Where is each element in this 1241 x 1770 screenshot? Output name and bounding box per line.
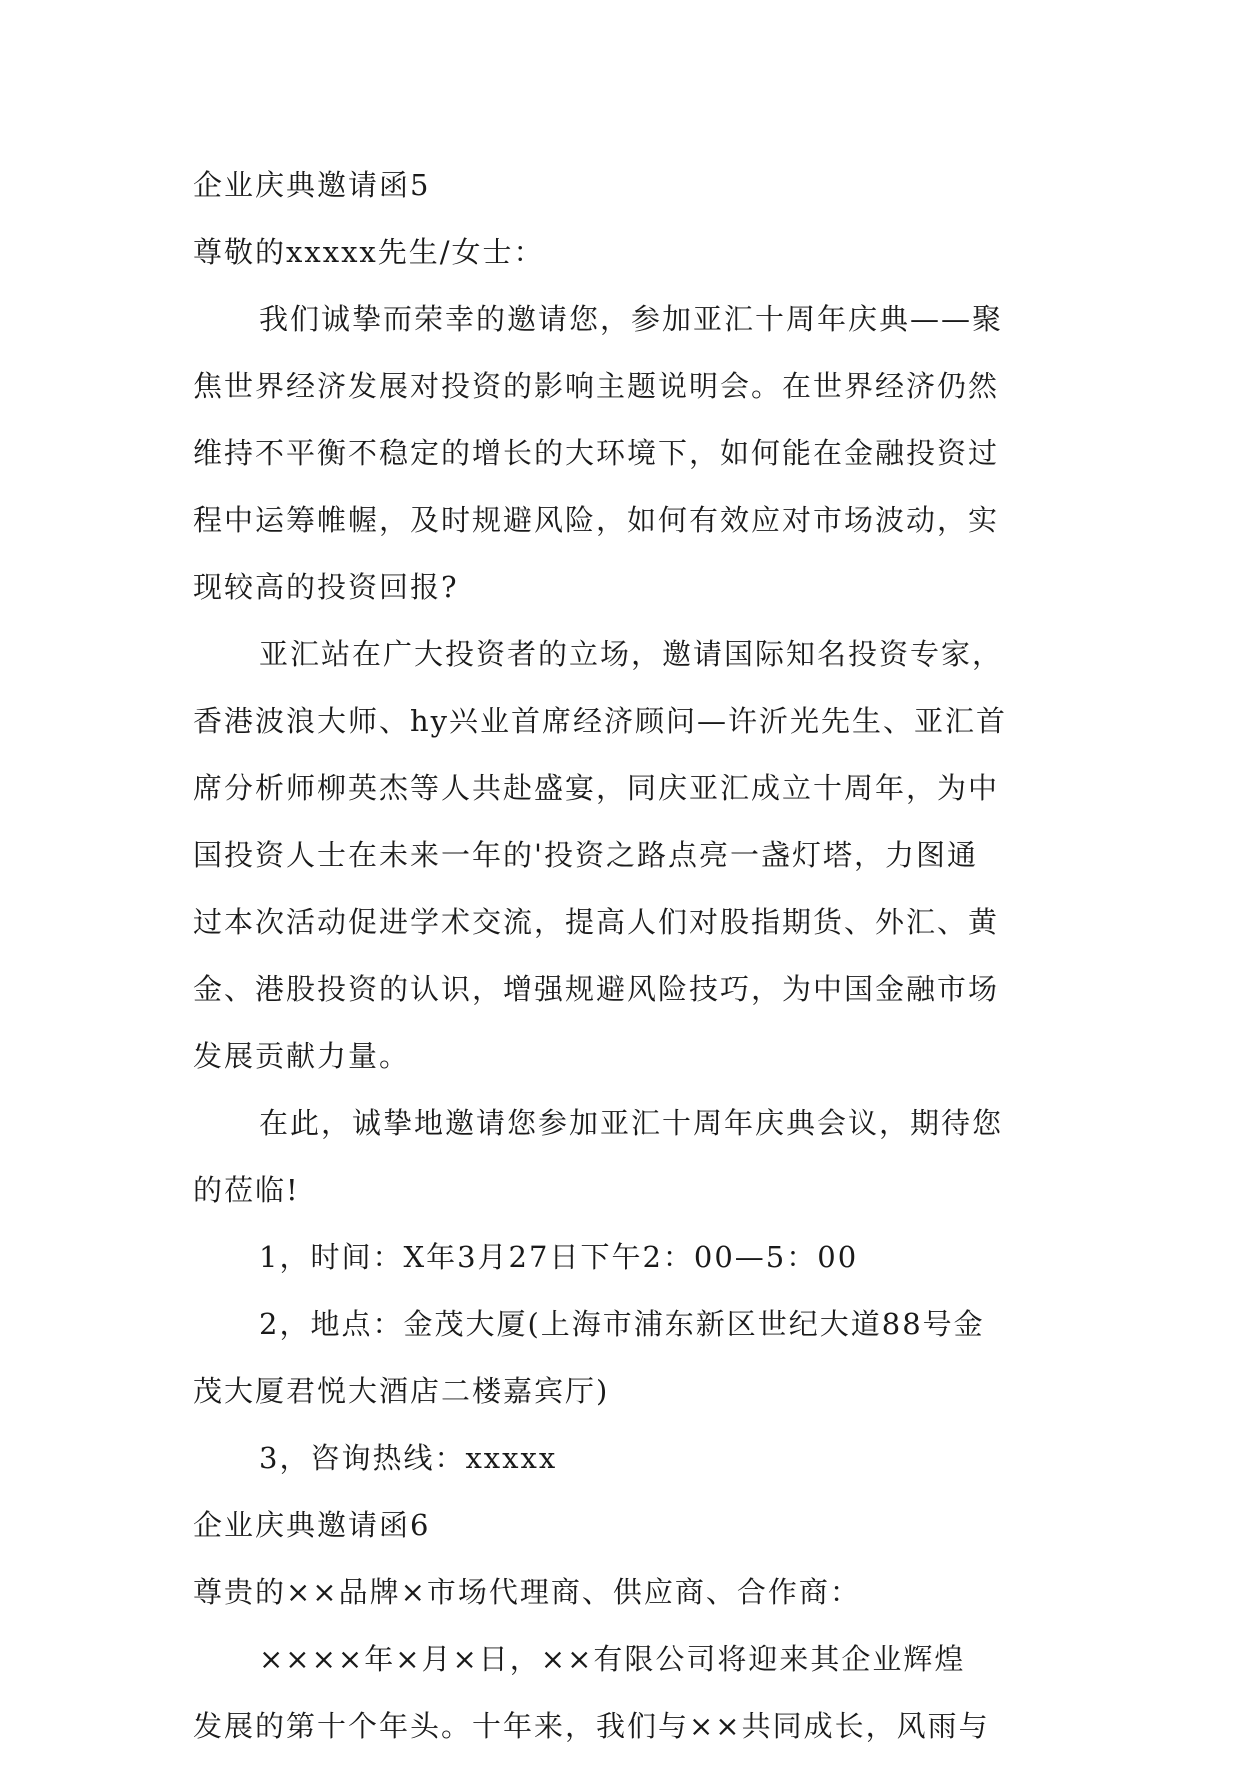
document-page (193, 162, 1073, 1770)
paragraph-line: 程中运筹帷幄，及时规避风险，如何有效应对市场波动，实 (193, 503, 1000, 537)
list-item-location-cont: 茂大厦君悦大酒店二楼嘉宾厅) (193, 1374, 610, 1408)
paragraph-line: 金、港股投资的认识，增强规避风险技巧，为中国金融市场 (193, 972, 1000, 1006)
paragraph-line: 过本次活动促进学术交流，提高人们对股指期货、外汇、黄 (193, 905, 1000, 939)
paragraph-line: 席分析师柳英杰等人共赴盛宴，同庆亚汇成立十周年，为中 (193, 771, 1000, 805)
paragraph-line: 在此，诚挚地邀请您参加亚汇十周年庆典会议，期待您 (259, 1106, 1004, 1140)
paragraph-line: 国投资人士在未来一年的'投资之路点亮一盏灯塔，力图通 (193, 838, 978, 872)
paragraph-line: 维持不平衡不稳定的增长的大环境下，如何能在金融投资过 (193, 436, 1000, 470)
paragraph-line: 的莅临! (193, 1173, 300, 1207)
paragraph-line: 焦世界经济发展对投资的影响主题说明会。在世界经济仍然 (193, 369, 1000, 403)
paragraph-line: 发展的第十个年头。十年来，我们与××共同成长，风雨与 (193, 1709, 990, 1743)
section-heading: 企业庆典邀请函5 (193, 168, 431, 202)
salutation: 尊敬的xxxxx先生/女士： (193, 235, 545, 269)
paragraph-line: ××××年×月×日，××有限公司将迎来其企业辉煌 (259, 1642, 966, 1676)
paragraph-line: 我们诚挚而荣幸的邀请您，参加亚汇十周年庆典——聚 (259, 302, 1004, 336)
paragraph-line: 现较高的投资回报? (193, 570, 459, 604)
list-item-hotline: 3，咨询热线：xxxxx (259, 1441, 558, 1475)
salutation: 尊贵的××品牌×市场代理商、供应商、合作商： (193, 1575, 861, 1609)
paragraph-line: 香港波浪大师、hy兴业首席经济顾问—许沂光先生、亚汇首 (193, 704, 1008, 738)
list-item-time: 1，时间：X年3月27日下午2：00—5：00 (259, 1240, 859, 1274)
list-item-location: 2，地点：金茂大厦(上海市浦东新区世纪大道88号金 (259, 1307, 985, 1341)
paragraph-line: 亚汇站在广大投资者的立场，邀请国际知名投资专家， (259, 637, 1004, 671)
section-heading: 企业庆典邀请函6 (193, 1508, 431, 1542)
paragraph-line: 发展贡献力量。 (193, 1039, 411, 1073)
